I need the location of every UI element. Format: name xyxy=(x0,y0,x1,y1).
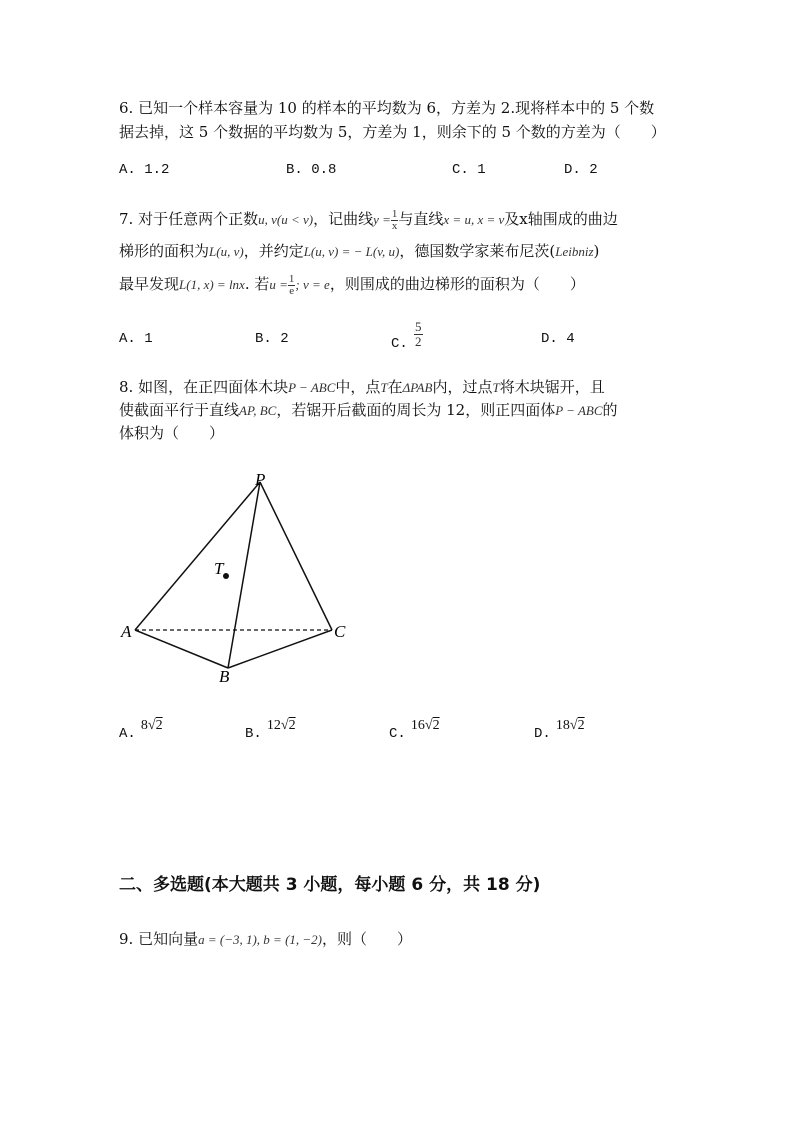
q8-text: ，若锯开后截面的周长为 12，则正四面体 xyxy=(276,401,556,419)
label-C: C xyxy=(334,622,346,641)
q7-frac-1-over-e: $\frac{1}{e}$ xyxy=(288,272,295,297)
q8-text: 的 xyxy=(602,401,618,419)
q8-text: 在 xyxy=(387,378,403,396)
q6-option-d: D. 2 xyxy=(564,162,598,178)
q7-math-lines: x = u, x = v xyxy=(443,212,505,227)
q8-line1 xyxy=(119,376,605,399)
edge-PB xyxy=(228,482,260,668)
q7-option-a: A. 1 xyxy=(119,331,153,347)
q9-text: ，则（ ） xyxy=(322,930,413,948)
q7-line1 xyxy=(119,208,618,232)
q7-option-d: D. 4 xyxy=(541,331,575,347)
q8-text: 将木块锯开，且 xyxy=(499,378,605,396)
q7-math-u: u = xyxy=(269,277,288,292)
q8-math: P − ABC xyxy=(288,380,336,395)
q8-option-c: C. 16√2 xyxy=(389,718,440,742)
q8-math: T xyxy=(380,380,388,395)
q7-math-v: ; v = e xyxy=(295,277,330,292)
q7-math-L2: L(u, v) = − L(v, u) xyxy=(303,244,400,259)
q7-math-y: y = xyxy=(373,212,391,227)
q7-frac-1-over-x: $\frac{1}{x}$ xyxy=(391,207,398,232)
q8-option-a: A. 8√2 xyxy=(119,718,163,742)
q8-text: 中，点 xyxy=(335,378,381,396)
q7-option-c-frac: $\frac{5}{2}$ xyxy=(415,319,422,349)
edge-PC xyxy=(260,482,332,630)
q7-text: ，记曲线 xyxy=(313,210,374,228)
q8-math: AP, BC xyxy=(239,403,277,418)
q7-option-c-label: C. xyxy=(391,336,408,352)
q7-text: ) xyxy=(593,242,600,260)
q6-option-a: A. 1.2 xyxy=(119,162,170,178)
q8-line3: 体积为（ ） xyxy=(119,424,225,442)
q7-text: ，并约定 xyxy=(243,242,304,260)
q7-math-L: L(u, v) xyxy=(209,244,244,259)
q7-line3 xyxy=(119,273,585,297)
q7-text: 最早发现 xyxy=(119,275,180,293)
q8-text: 使截面平行于直线 xyxy=(119,401,240,419)
q7-line2 xyxy=(119,240,599,263)
q6-option-c: C. 1 xyxy=(452,162,486,178)
label-P: P xyxy=(255,470,266,489)
q7-text: ，德国数学家莱布尼茨( xyxy=(399,242,556,260)
q9-line1 xyxy=(119,928,412,951)
q7-math-L3: L(1, x) = lnx xyxy=(179,277,245,292)
q7-math-uv: u, v(u < v) xyxy=(258,212,314,227)
q6-line1: 6. 已知一个样本容量为 10 的样本的平均数为 6，方差为 2.现将样本中的 5 个数 xyxy=(119,99,655,117)
q7-leibniz: Leibniz xyxy=(555,244,594,259)
label-A: A xyxy=(121,622,132,641)
q8-math: P − ABC xyxy=(555,403,603,418)
q8-option-b: B. 12√2 xyxy=(245,718,296,742)
tetrahedron-figure xyxy=(110,465,370,690)
q6-line2: 据去掉，这 5 个数据的平均数为 5，方差为 1，则余下的 5 个数的方差为（ ） xyxy=(119,123,666,141)
section-heading: 二、多选题(本大题共 3 小题，每小题 6 分，共 18 分) xyxy=(119,875,541,895)
q7-text: ，则围成的曲边梯形的面积为（ ） xyxy=(329,275,585,293)
label-T: T xyxy=(214,559,224,578)
q8-text: 8. 如图，在正四面体木块 xyxy=(119,378,289,396)
q7-text: . 若 xyxy=(244,275,270,293)
q8-text: 内，过点 xyxy=(432,378,493,396)
q9-text: 9. 已知向量 xyxy=(119,930,199,948)
label-B: B xyxy=(219,667,230,686)
q9-math-vectors: a = (−3, 1), b = (1, −2) xyxy=(198,932,322,947)
q7-text: 与直线 xyxy=(398,210,444,228)
q7-text: 7. 对于任意两个正数 xyxy=(119,210,259,228)
q8-option-d: D. 18√2 xyxy=(534,718,585,742)
q7-text: 梯形的面积为 xyxy=(119,242,210,260)
point-T xyxy=(223,573,229,579)
q6-option-b: B. 0.8 xyxy=(286,162,337,178)
q8-line2 xyxy=(119,399,618,422)
edge-AB xyxy=(135,630,228,668)
edge-PA xyxy=(135,482,260,630)
edge-BC xyxy=(228,630,332,668)
q7-option-b: B. 2 xyxy=(255,331,289,347)
q8-math: ΔPAB xyxy=(402,380,433,395)
q7-text: 及x轴围成的曲边 xyxy=(504,210,618,228)
q8-math: T xyxy=(492,380,500,395)
